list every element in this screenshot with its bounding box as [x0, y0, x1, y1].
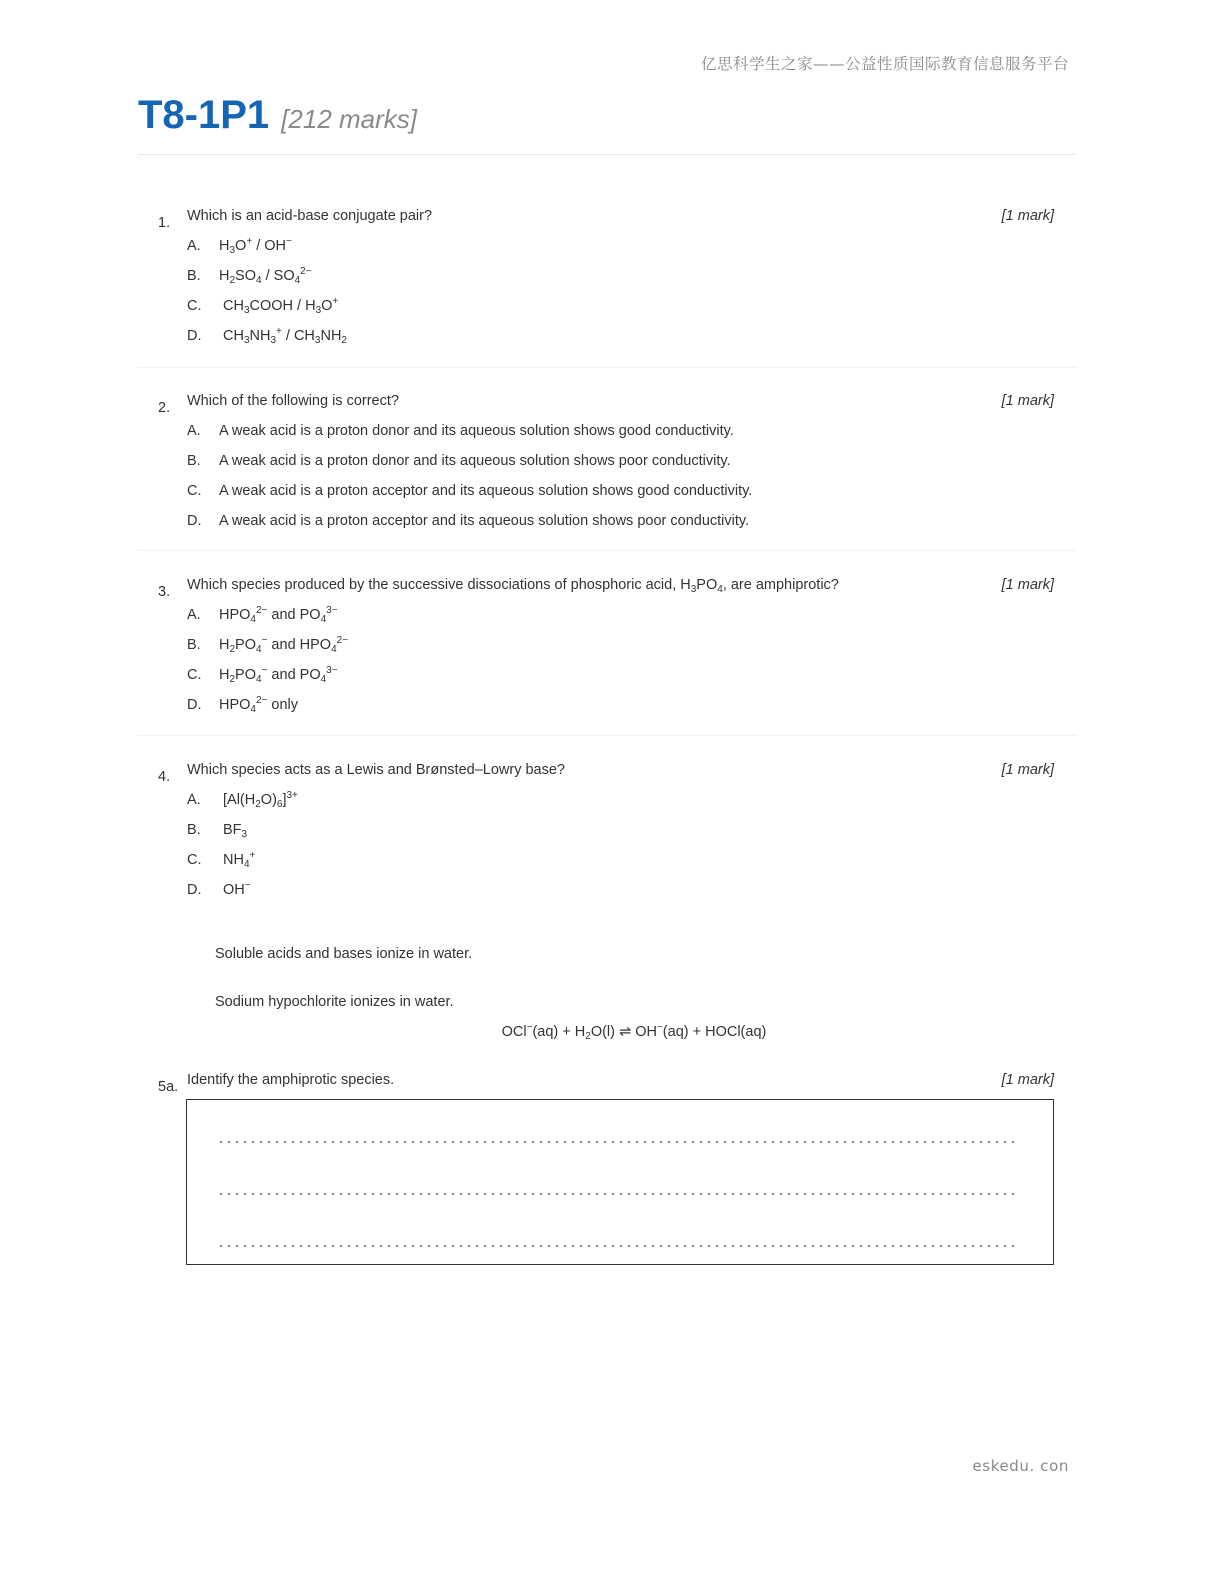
option-text: $HPO_4^{2-}$ only: [219, 695, 299, 715]
option-letter: C.: [187, 667, 202, 683]
question-number: 3.: [158, 584, 171, 600]
option-text: OH−: [223, 880, 251, 898]
option-letter: A.: [187, 423, 201, 439]
question-text: Identify the amphiprotic species.: [187, 1072, 395, 1088]
question-marks: [1 mark]: [1001, 762, 1054, 778]
option-text: $CH_3COOH / H_3O^+$: [223, 296, 339, 316]
question-divider: [138, 550, 1076, 551]
total-marks: [212 marks]: [281, 104, 417, 134]
answer-box[interactable]: [186, 1099, 1054, 1265]
question-number: 2.: [158, 400, 171, 416]
question-number: 4.: [158, 769, 171, 785]
option-text: $H_2PO_4^-$ and $PO_4^{3-}$: [219, 665, 338, 685]
option-text: A weak acid is a proton donor and its aqueous solution shows poor conductivity.: [219, 453, 731, 469]
option-text: A weak acid is a proton acceptor and its aqueous solution shows poor conductivity.: [219, 513, 750, 529]
option-letter: B.: [187, 453, 201, 469]
question-text: Which is an acid-base conjugate pair?: [187, 208, 433, 224]
answer-line[interactable]: [217, 1245, 1017, 1247]
option-letter: B.: [187, 822, 201, 838]
question-number: 1.: [158, 215, 171, 231]
question-marks: [1 mark]: [1001, 393, 1054, 409]
question-divider: [138, 735, 1076, 736]
chemical-equation: $OCl^-(aq) + H_2O(l)$ ⇌ OH−(aq) + HOCl(aq): [501, 1022, 767, 1042]
question-number: 5a.: [158, 1079, 179, 1095]
option-text: $CH_3NH_3^+ / CH_3NH_2$: [223, 326, 347, 346]
option-text: $BF_3$: [223, 822, 248, 840]
question-divider: [138, 367, 1076, 368]
question-marks: [1 mark]: [1001, 577, 1054, 593]
question-stem-line: Sodium hypochlorite ionizes in water.: [215, 994, 454, 1010]
option-text: $H_2PO_4^-$ and $HPO_4^{2-}$: [219, 635, 349, 655]
answer-line[interactable]: [217, 1193, 1017, 1195]
option-text: $H_3O^+ / OH^-$: [219, 236, 292, 256]
option-letter: C.: [187, 298, 202, 314]
answer-line[interactable]: [217, 1141, 1017, 1143]
title-divider: [138, 154, 1076, 155]
option-text: $NH_4^+$: [223, 850, 256, 870]
option-letter: B.: [187, 637, 201, 653]
option-text: $H_2SO_4 / SO_4^{2-}$: [219, 266, 312, 286]
option-letter: C.: [187, 483, 202, 499]
footer-site: eskedu. con: [972, 1457, 1069, 1475]
option-letter: A.: [187, 238, 201, 254]
option-letter: B.: [187, 268, 201, 284]
option-text: $HPO_4^{2-}$ and $PO_4^{3-}$: [219, 605, 338, 625]
option-letter: D.: [187, 513, 202, 529]
option-letter: D.: [187, 697, 202, 713]
paper-code: T8-1P1: [138, 93, 270, 137]
site-header: 亿思科学生之家——公益性质国际教育信息服务平台: [700, 55, 1069, 73]
question-marks: [1 mark]: [1001, 1072, 1054, 1088]
option-letter: D.: [187, 882, 202, 898]
option-letter: C.: [187, 852, 202, 868]
page-title: [138, 93, 417, 138]
question-text: Which species produced by the successive dissociations of phosphoric acid, $H_3PO_4$, are amphiprotic?: [187, 577, 839, 595]
option-text: A weak acid is a proton donor and its aqueous solution shows good conductivity.: [219, 423, 734, 439]
question-text: Which species acts as a Lewis and Brønsted–Lowry base?: [187, 762, 565, 778]
option-text: $[Al(H_2O)_6]^{3+}$: [223, 790, 298, 810]
option-letter: D.: [187, 328, 202, 344]
question-stem-line: Soluble acids and bases ionize in water.: [215, 946, 473, 962]
option-text: A weak acid is a proton acceptor and its aqueous solution shows good conductivity.: [219, 483, 753, 499]
question-marks: [1 mark]: [1001, 208, 1054, 224]
question-text: Which of the following is correct?: [187, 393, 399, 409]
option-letter: A.: [187, 792, 201, 808]
option-letter: A.: [187, 607, 201, 623]
